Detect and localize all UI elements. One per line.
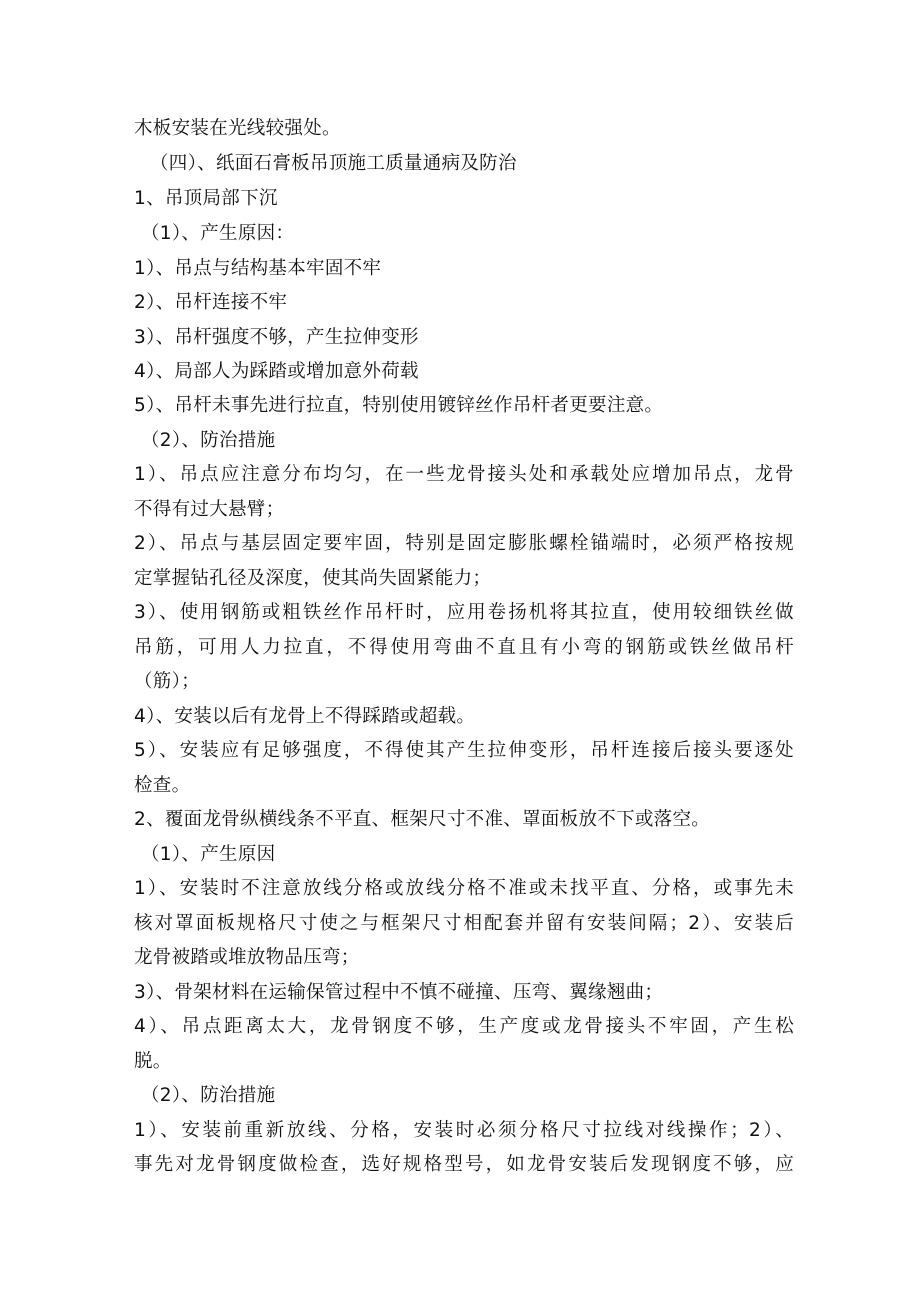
list-item-continued: 不得有过大悬臂；: [134, 499, 285, 520]
list-item: 4）、局部人为踩踏或增加意外荷载: [134, 361, 419, 382]
list-item-continued: 吊筋，可用人力拉直，不得使用弯曲不直且有小弯的钢筋或铁丝做吊杆: [134, 637, 794, 658]
list-item: 4）、安装以后有龙骨上不得踩踏或超载。: [134, 706, 476, 727]
subheading: （2）、防治措施: [141, 1085, 276, 1106]
subheading: （1）、产生原因: [141, 844, 276, 865]
list-item: 5）、吊杆未事先进行拉直，特别使用镀锌丝作吊杆者更要注意。: [134, 395, 664, 416]
list-item-continued: 事先对龙骨钢度做检查，选好规格型号，如龙骨安装后发现钢度不够，应: [134, 1154, 794, 1175]
list-item-continued: 龙骨被踏或堆放物品压弯；: [134, 947, 360, 968]
list-item: 5）、安装应有足够强度，不得使其产生拉伸变形，吊杆连接后接头要逐处: [134, 740, 794, 761]
subheading: （1）、产生原因：: [141, 223, 295, 244]
list-item-continued: 检查。: [134, 775, 191, 796]
list-item: 1）、安装时不注意放线分格或放线分格不准或未找平直、分格，或事先未: [134, 878, 794, 899]
list-item: 1）、安装前重新放线、分格，安装时必须分格尺寸拉线对线操作；2）、: [134, 1120, 794, 1141]
subheading: （2）、防治措施: [141, 430, 276, 451]
subsection-heading: 2、覆面龙骨纵横线条不平直、框架尺寸不准、罩面板放不下或落空。: [134, 809, 711, 830]
list-item: 2）、吊杆连接不牢: [134, 292, 288, 313]
list-item: 1）、吊点应注意分布均匀，在一些龙骨接头处和承载处应增加吊点，龙骨: [134, 464, 794, 485]
paragraph-line: 木板安装在光线较强处。: [134, 118, 341, 139]
list-item-continued: 脱。: [134, 1051, 172, 1072]
list-item: 4）、吊点距离太大，龙骨钢度不够，生产度或龙骨接头不牢固，产生松: [134, 1016, 794, 1037]
list-item-continued: （筋）；: [134, 671, 200, 692]
list-item-continued: 定掌握钻孔径及深度，使其尚失固紧能力；: [134, 568, 492, 589]
list-item: 1）、吊点与结构基本牢固不牢: [134, 258, 382, 279]
list-item-continued: 核对罩面板规格尺寸使之与框架尺寸相配套并留有安装间隔；2）、安装后: [134, 913, 794, 934]
list-item: 2）、吊点与基层固定要牢固，特别是固定膨胀螺栓锚端时，必须严格按规: [134, 533, 794, 554]
section-heading: （四）、纸面石膏板吊顶施工质量通病及防治: [150, 153, 517, 174]
subsection-heading: 1、吊顶局部下沉: [134, 188, 278, 209]
list-item: 3）、使用钢筋或粗铁丝作吊杆时，应用卷扬机将其拉直，使用较细铁丝做: [134, 602, 794, 623]
list-item: 3）、吊杆强度不够，产生拉伸变形: [134, 327, 419, 348]
list-item: 3）、骨架材料在运输保管过程中不慎不碰撞、压弯、翼缘翘曲；: [134, 982, 664, 1003]
